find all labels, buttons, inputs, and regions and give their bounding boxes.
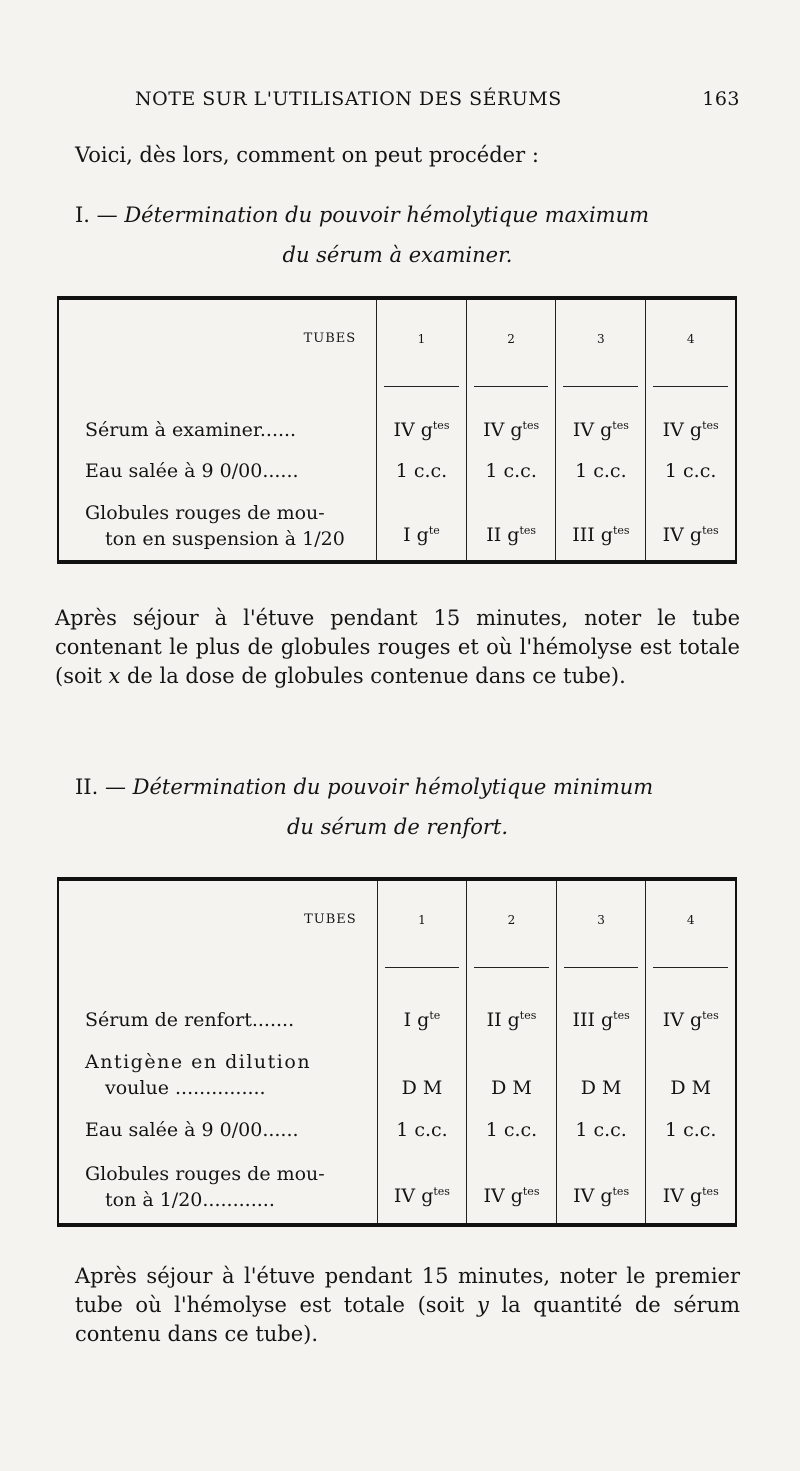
running-title: NOTE SUR L'UTILISATION DES SÉRUMS bbox=[135, 88, 562, 110]
table2-cell: IV $g^{tes}$ bbox=[646, 999, 736, 1041]
table2-cell: D M bbox=[646, 1041, 736, 1109]
section2-heading bbox=[75, 767, 740, 847]
table1-cell: IV $g^{tes}$ bbox=[466, 410, 556, 450]
table2-header-row bbox=[58, 879, 736, 973]
table1-row-label: Globules rouges de mou- ton en suspension à 1/20 bbox=[85, 502, 345, 550]
table2-tube-3: 3 bbox=[564, 887, 639, 968]
table2-cell: I $g^{te}$ bbox=[377, 999, 467, 1041]
table2-tube-1: 1 bbox=[385, 887, 460, 968]
table2-tube-4: 4 bbox=[653, 887, 728, 968]
table1-cell: 1 c.c. bbox=[646, 450, 736, 492]
table2-cell: D M bbox=[556, 1041, 646, 1109]
section1-title-line1: Détermination du pouvoir hémolytique maximum bbox=[124, 203, 650, 227]
table2-cell: II $g^{tes}$ bbox=[467, 999, 557, 1041]
table2-row bbox=[58, 1151, 736, 1225]
table1-cell: III $g^{tes}$ bbox=[556, 492, 646, 562]
table1-header-row bbox=[58, 298, 736, 392]
table1 bbox=[57, 296, 737, 564]
table2-row bbox=[58, 999, 736, 1041]
paragraph-2: Après séjour à l'étuve pendant 15 minutes, noter le premier tube où l'hémolyse est totale (soit y la quantité de sérum contenu dans ce tube). bbox=[75, 1264, 740, 1346]
page-number: 163 bbox=[702, 88, 740, 110]
section2-title-line1: Détermination du pouvoir hémolytique minimum bbox=[132, 775, 654, 799]
table1-cell: 1 c.c. bbox=[466, 450, 556, 492]
section2-number: II. — bbox=[75, 775, 126, 799]
table2-header-label: TUBES bbox=[304, 912, 357, 927]
variable-y: y bbox=[476, 1293, 489, 1317]
table2-cell: III $g^{tes}$ bbox=[556, 999, 646, 1041]
table1-row-label: Sérum à examiner...... bbox=[85, 419, 297, 441]
table2-row bbox=[58, 1041, 736, 1109]
table1-row bbox=[58, 410, 736, 450]
table2-cell: IV $g^{tes}$ bbox=[377, 1151, 467, 1225]
section1-title-line2: du sérum à examiner. bbox=[282, 243, 513, 267]
table2-row-label: Sérum de renfort....... bbox=[85, 1009, 295, 1031]
table1-cell: 1 c.c. bbox=[556, 450, 646, 492]
table2-cell: D M bbox=[467, 1041, 557, 1109]
table2-cell: IV $g^{tes}$ bbox=[556, 1151, 646, 1225]
table2-row-label: Eau salée à 9 0/00...... bbox=[85, 1119, 299, 1141]
table2-cell: D M bbox=[377, 1041, 467, 1109]
table1-tube-2: 2 bbox=[474, 306, 549, 387]
table2-cell: 1 c.c. bbox=[467, 1109, 557, 1151]
table1-row bbox=[58, 492, 736, 562]
section1-heading bbox=[75, 195, 740, 275]
table1-tube-1: 1 bbox=[384, 306, 459, 387]
paragraph-1: Après séjour à l'étuve pendant 15 minutes, noter le tube contenant le plus de globules rouges et où l'hémolyse est totale (soit x de la dose de globules contenue dans ce tube). bbox=[55, 606, 740, 688]
table2-row-label: Antigène en dilution voulue ............... bbox=[85, 1051, 312, 1099]
table1-cell: IV $g^{tes}$ bbox=[377, 410, 467, 450]
table2-cell: 1 c.c. bbox=[556, 1109, 646, 1151]
table2-tube-2: 2 bbox=[474, 887, 549, 968]
section2-title-line2: du sérum de renfort. bbox=[286, 815, 509, 839]
table1-header-label: TUBES bbox=[303, 331, 357, 346]
table2-cell: 1 c.c. bbox=[377, 1109, 467, 1151]
section1-number: I. — bbox=[75, 203, 118, 227]
running-header bbox=[135, 88, 740, 110]
table1-tube-4: 4 bbox=[653, 306, 728, 387]
table2-cell: IV $g^{tes}$ bbox=[467, 1151, 557, 1225]
table2-row bbox=[58, 1109, 736, 1151]
table1-cell: I $g^{te}$ bbox=[377, 492, 467, 562]
variable-x: x bbox=[108, 664, 121, 688]
table1-cell: II $g^{tes}$ bbox=[466, 492, 556, 562]
table1-tube-3: 3 bbox=[563, 306, 638, 387]
table1-row-label: Eau salée à 9 0/00...... bbox=[85, 460, 299, 482]
table1-cell: IV $g^{tes}$ bbox=[556, 410, 646, 450]
table2-cell: IV $g^{tes}$ bbox=[646, 1151, 736, 1225]
table1-cell: 1 c.c. bbox=[377, 450, 467, 492]
table1-cell: IV $g^{tes}$ bbox=[646, 410, 736, 450]
table1-cell: IV $g^{tes}$ bbox=[646, 492, 736, 562]
intro-paragraph: Voici, dès lors, comment on peut procéder : bbox=[75, 143, 539, 167]
table2-row-label: Globules rouges de mou- ton à 1/20............ bbox=[85, 1163, 325, 1211]
table2-cell: 1 c.c. bbox=[646, 1109, 736, 1151]
table1-row bbox=[58, 450, 736, 492]
table2 bbox=[57, 877, 737, 1227]
